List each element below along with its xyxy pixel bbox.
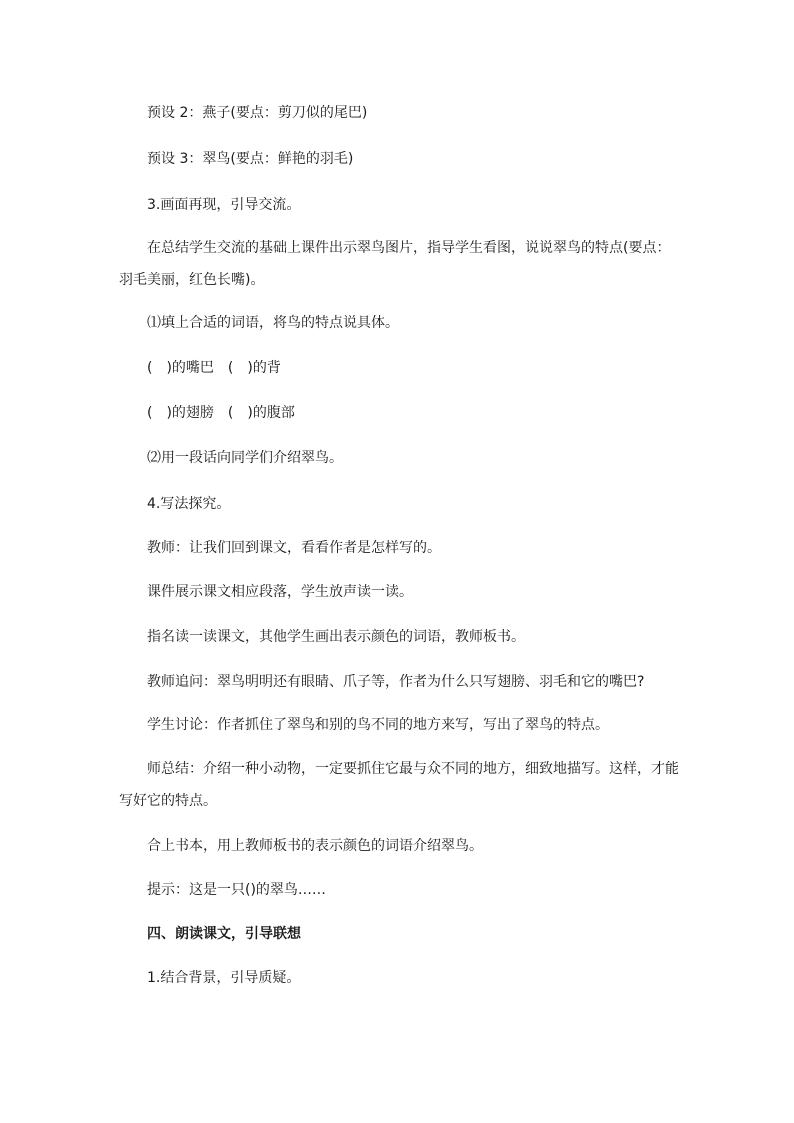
paragraph-summary: 在总结学生交流的基础上课件出示翠鸟图片，指导学生看图，说说翠鸟的特点(要点：羽毛美丽，红色长嘴)。: [119, 240, 671, 288]
paragraph-step-4: 4.写法探究。: [147, 496, 231, 512]
paragraph-preset-3: 预设 3：翠鸟(要点：鲜艳的羽毛): [147, 151, 354, 167]
section-heading: 四、朗读课文，引导联想: [147, 926, 301, 942]
paragraph-courseware: 课件展示课文相应段落，学生放声读一读。: [147, 584, 413, 600]
paragraph-hint: 提示：这是一只()的翠鸟……: [147, 882, 326, 898]
paragraph-teacher: 教师：让我们回到课文，看看作者是怎样写的。: [147, 540, 441, 556]
paragraph-reading: 指名读一读课文，其他学生画出表示颜色的词语，教师板书。: [147, 629, 525, 645]
paragraph-discussion: 学生讨论：作者抓住了翠鸟和别的鸟不同的地方来写，写出了翠鸟的特点。: [147, 717, 609, 733]
paragraph-task-1: ⑴填上合适的词语，将鸟的特点说具体。: [147, 315, 399, 331]
paragraph-question: 教师追问：翠鸟明明还有眼睛、爪子等，作者为什么只写翅膀、羽毛和它的嘴巴?: [147, 674, 645, 690]
paragraph-close-book: 合上书本，用上教师板书的表示颜色的词语介绍翠鸟。: [147, 838, 483, 854]
paragraph-blanks-2: ( )的翅膀 ( )的腹部: [147, 405, 295, 421]
paragraph-step-3: 3.画面再现，引导交流。: [147, 197, 301, 213]
paragraph-preset-2: 预设 2：燕子(要点：剪刀似的尾巴): [147, 105, 368, 121]
paragraph-conclusion: 师总结：介绍一种小动物，一定要抓住它最与众不同的地方，细致地描写。这样，才能写好它的特点。: [119, 761, 679, 809]
paragraph-blanks-1: ( )的嘴巴 ( )的背: [147, 360, 281, 376]
paragraph-step-1: 1.结合背景，引导质疑。: [147, 970, 301, 986]
paragraph-task-2: ⑵用一段话向同学们介绍翠鸟。: [147, 450, 343, 466]
